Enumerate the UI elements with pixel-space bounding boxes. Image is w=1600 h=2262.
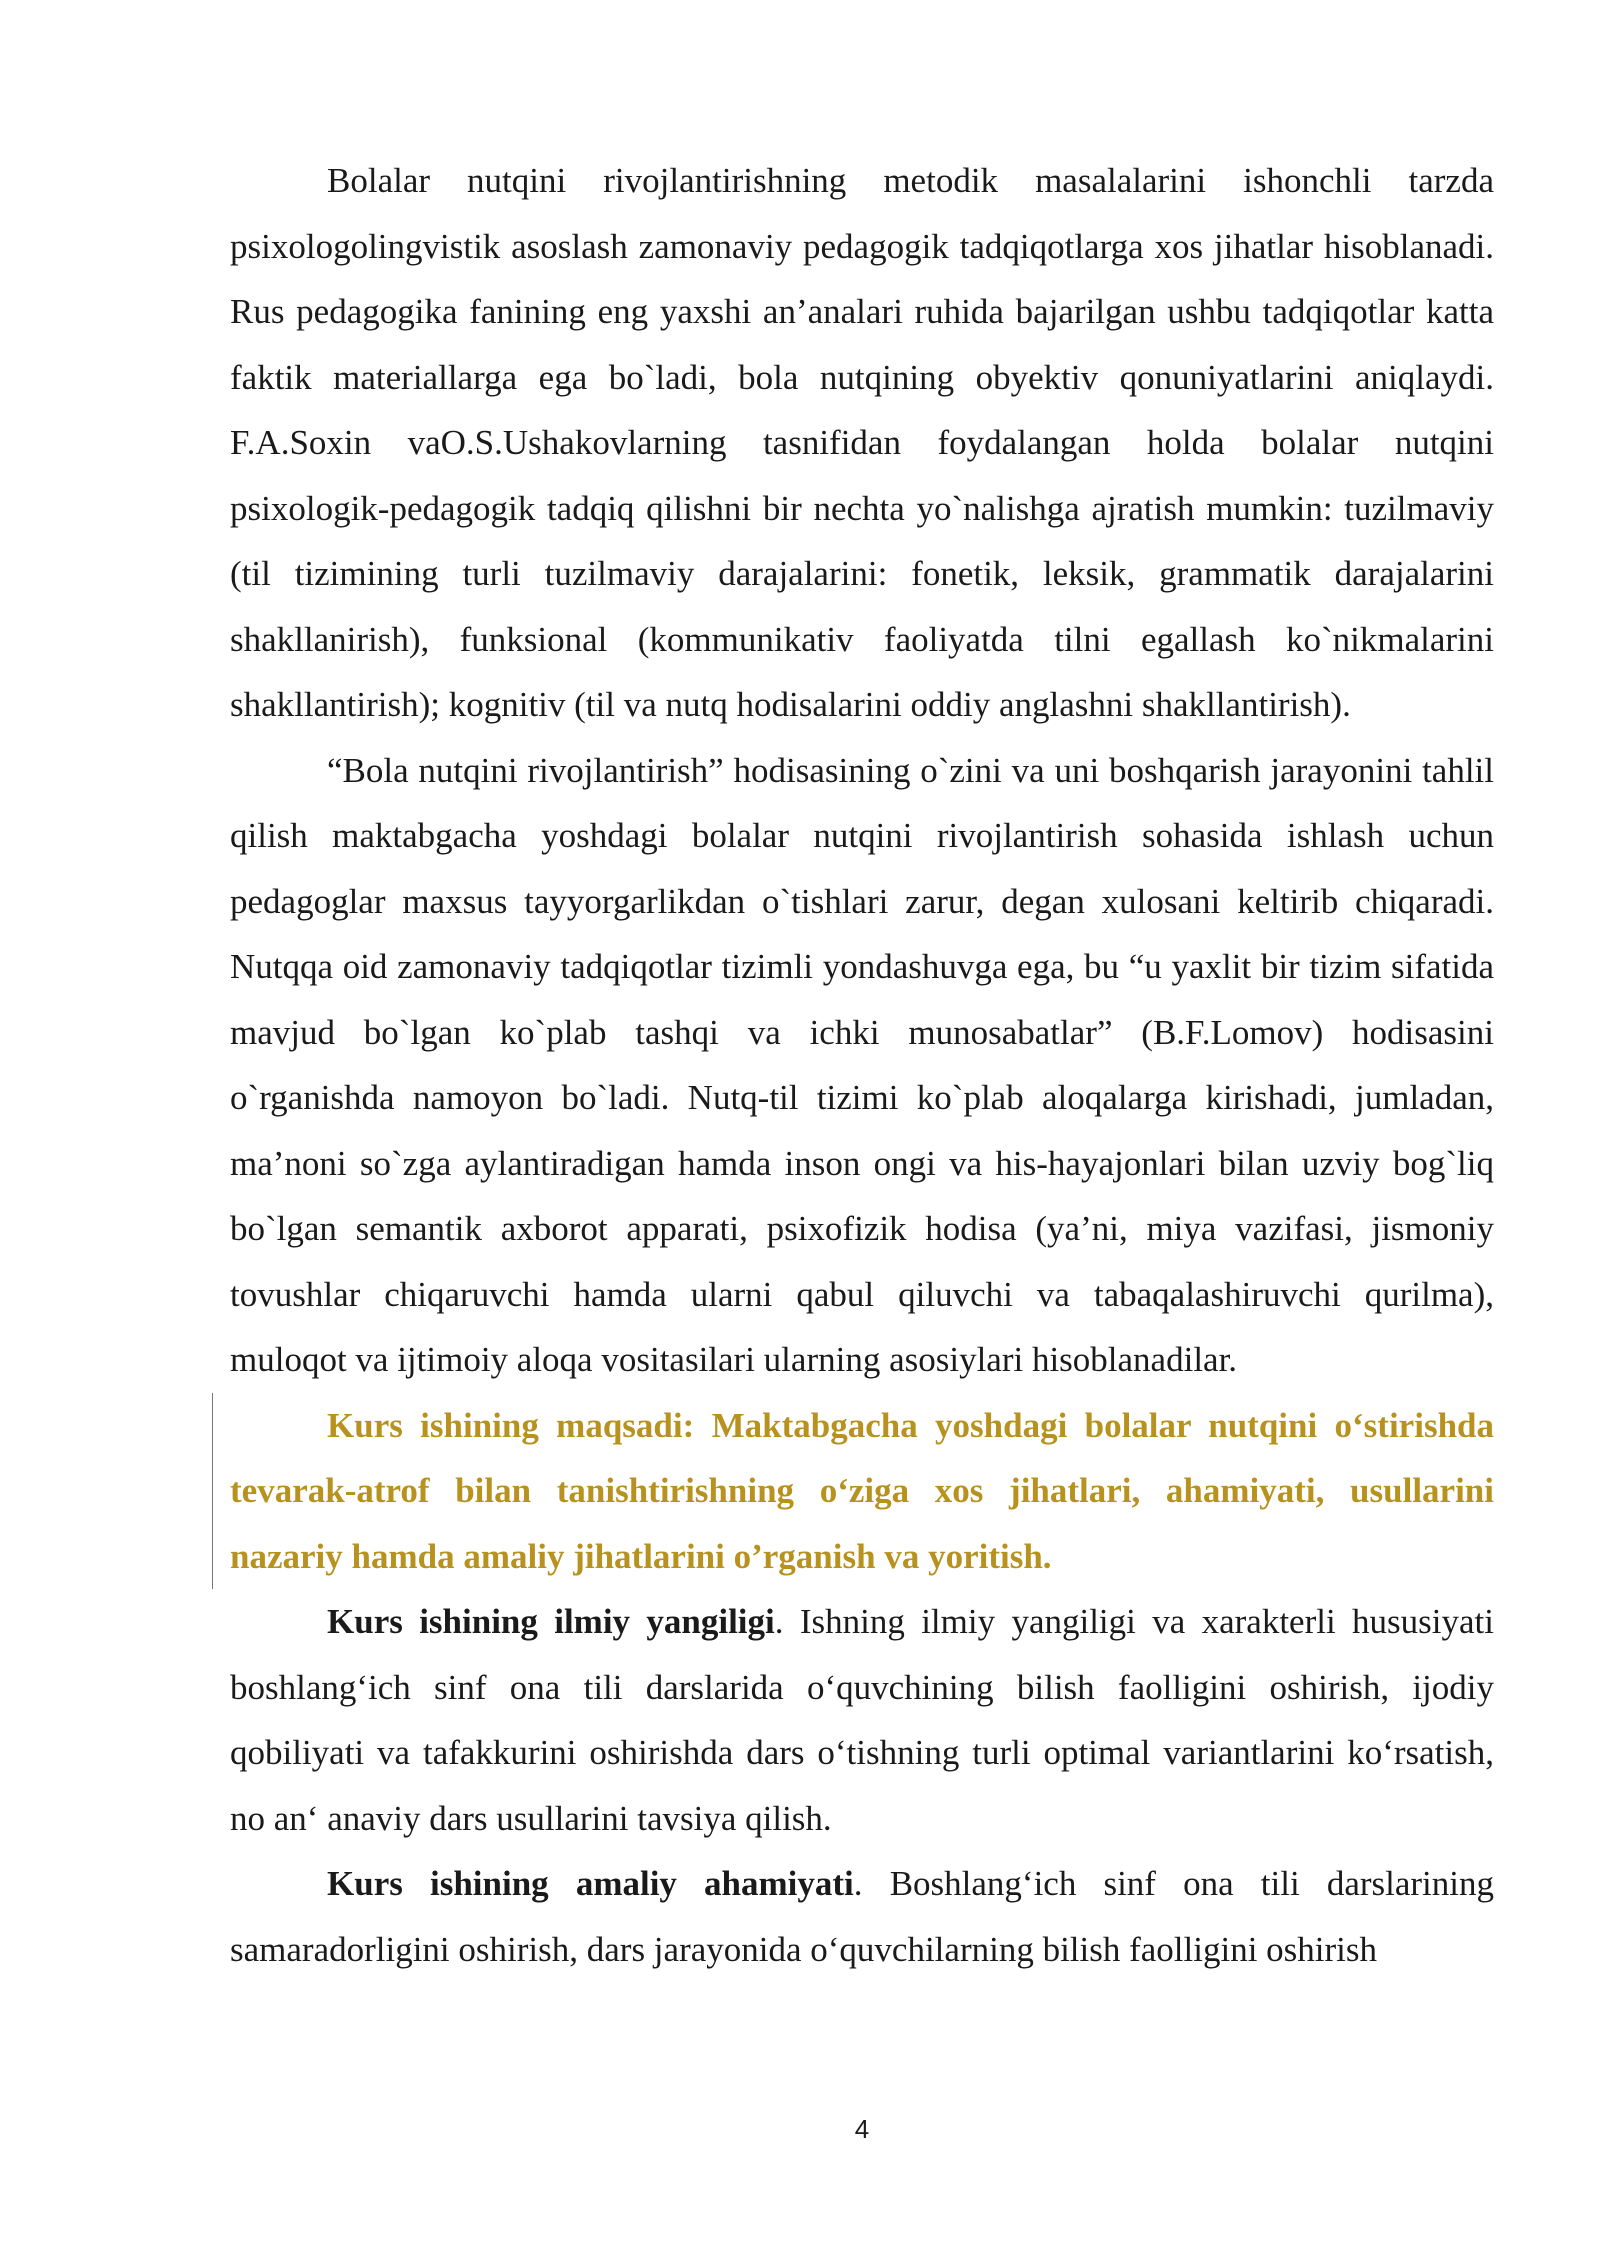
body-text xyxy=(230,148,1494,1982)
page-number: 4 xyxy=(854,2114,870,2144)
paragraph-speech-development: “Bola nutqini rivojlantirish” hodisasining o`zini va uni boshqarish jarayonini tahlil qilish maktabgacha yoshdagi bolalar nutqini rivojlantirish sohasida ishlash uchun pedagoglar maxsus tayyorgarlikdan o`tishlari zarur, degan xulosani keltirib chiqaradi. Nutqqa oid zamonaviy tadqiqotlar tizimli yondashuvga ega, bu “u yaxlit bir tizim sifatida mavjud bo`lgan ko`plab tashqi va ichki munosabatlar” (B.F.Lomov) hodisasini o`rganishda namoyon bo`ladi. Nutq-til tizimi ko`plab aloqalarga kirishadi, jumladan, ma’noni so`zga aylantiradigan hamda inson ongi va his-hayajonlari bilan uzviy bog`liq bo`lgan semantik axborot apparati, psixofizik hodisa (ya’ni, miya vazifasi, jismoniy tovushlar chiqaruvchi hamda ularni qabul qiluvchi va tabaqalashiruvchi qurilma), muloqot va ijtimoiy aloqa vositasilari ularning asosiylari hisoblanadilar. xyxy=(230,750,1494,1379)
paragraph-scientific-novelty xyxy=(230,1589,1494,1851)
novelty-text: . Ishning ilmiy yangiligi va xarakterli hususiyati boshlang‘ich sinf ona tili darslarida o‘quvchining bilish faolligini oshirish, ijodiy qobiliyati va tafakkurini oshirishda dars o‘tishning turli optimal variantlarini ko‘rsatish, no an‘ anaviy dars usullarini tavsiya qilish. xyxy=(230,1602,1494,1838)
practical-heading: Kurs ishining amaliy ahamiyati xyxy=(327,1864,854,1903)
paragraph-practical-significance xyxy=(230,1851,1494,1982)
change-bar xyxy=(212,1393,213,1590)
practical-text: . Boshlang‘ich sinf ona tili darslarining samaradorligini oshirish, dars jarayonida o‘quvchilarning bilish faolligini oshirish xyxy=(230,1864,1494,1969)
paragraph-course-goal: Kurs ishining maqsadi: Maktabgacha yoshdagi bolalar nutqini o‘stirishda tevarak-atrof bilan tanishtirishning o‘ziga xos jihatlari, ahamiyati, usullarini nazariy hamda amaliy jihatlarini o’rganish va yoritish. xyxy=(230,1405,1494,1576)
goal-section xyxy=(230,1393,1494,1590)
paragraph-speech-methodology: Bolalar nutqini rivojlantirishning metodik masalalarini ishonchli tarzda psixologolingvistik asoslash zamonaviy pedagogik tadqiqotlarga xos jihatlar hisoblanadi. Rus pedagogika fanining eng yaxshi an’analari ruhida bajarilgan ushbu tadqiqotlar katta faktik materiallarga ega bo`ladi, bola nutqining obyektiv qonuniyatlarini aniqlaydi. F.A.Soxin vaO.S.Ushakovlarning tasnifidan foydalangan holda bolalar nutqini psixologik-pedagogik tadqiq qilishni bir nechta yo`nalishga ajratish mumkin: tuzilmaviy (til tizimining turli tuzilmaviy darajalarini: fonetik, leksik, grammatik darajalarini shakllanirish), funksional (kommunikativ faoliyatda tilni egallash ko`nikmalarini shakllantirish); kognitiv (til va nutq hodisalarini oddiy anglashni shakllantirish). xyxy=(230,161,1494,724)
novelty-heading: Kurs ishining ilmiy yangiligi xyxy=(327,1602,775,1641)
